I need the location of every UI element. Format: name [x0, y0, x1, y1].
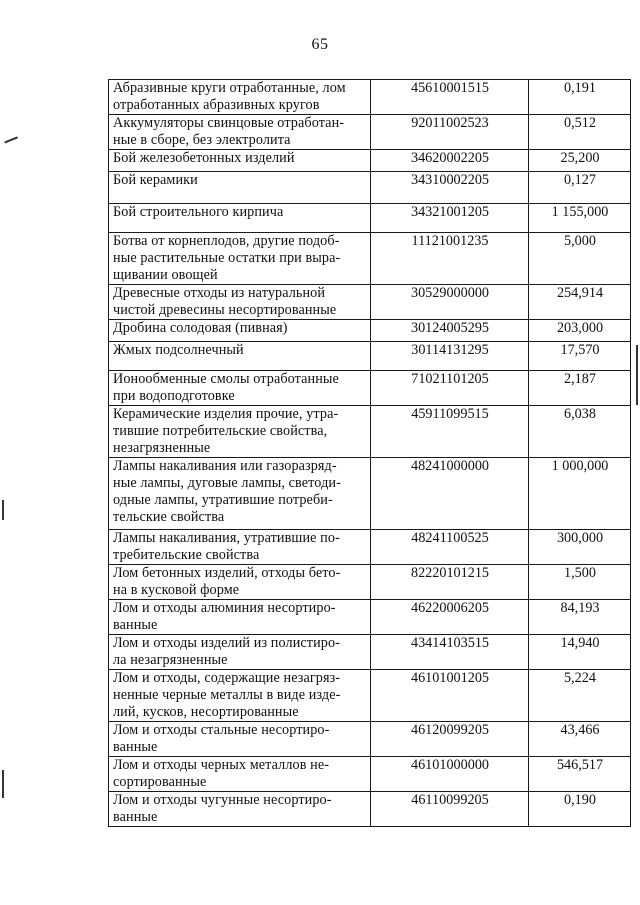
waste-amount: 5,224	[529, 670, 631, 722]
waste-amount: 1 155,000	[529, 204, 631, 233]
waste-code: 43414103515	[371, 635, 529, 670]
waste-name: Бой железобетонных изделий	[113, 150, 295, 166]
waste-code: 92011002523	[371, 115, 529, 150]
waste-amount: 300,000	[529, 530, 631, 565]
waste-name: Лампы накаливания, утратившие по- требительские свойства	[113, 530, 340, 563]
waste-code: 48241100525	[371, 530, 529, 565]
waste-amount: 5,000	[529, 233, 631, 285]
waste-name-cell	[109, 371, 371, 406]
waste-name-cell	[109, 80, 371, 115]
waste-name-cell	[109, 458, 371, 530]
left-margin-mark-lower	[2, 770, 4, 798]
waste-name: Лом и отходы, содержащие незагряз- ненные черные металлы в виде изде- лий, кусков, несортированные	[113, 670, 341, 720]
waste-code: 46110099205	[371, 792, 529, 827]
waste-name-cell	[109, 670, 371, 722]
left-margin-mark	[2, 500, 4, 520]
waste-amount: 0,191	[529, 80, 631, 115]
table-row	[109, 172, 631, 204]
waste-name-cell	[109, 635, 371, 670]
waste-name-cell	[109, 320, 371, 342]
waste-name-cell	[109, 285, 371, 320]
table-row	[109, 150, 631, 172]
page-number: 65	[311, 36, 329, 53]
waste-name: Ботва от корнеплодов, другие подоб- ные растительные остатки при выра- щивании овощей	[113, 233, 341, 283]
waste-amount: 546,517	[529, 757, 631, 792]
table-row	[109, 115, 631, 150]
waste-name: Бой керамики	[113, 172, 198, 188]
waste-name-cell	[109, 204, 371, 233]
waste-amount: 203,000	[529, 320, 631, 342]
waste-code: 48241000000	[371, 458, 529, 530]
table-row	[109, 80, 631, 115]
table-row	[109, 530, 631, 565]
waste-name-cell	[109, 792, 371, 827]
table-row	[109, 320, 631, 342]
waste-name: Лом и отходы изделий из полистиро- ла незагрязненные	[113, 635, 340, 668]
waste-name: Лампы накаливания или газоразряд- ные лампы, дуговые лампы, светоди- одные лампы, утратившие потреби- тельские свойства	[113, 458, 341, 525]
waste-code: 71021101205	[371, 371, 529, 406]
waste-name: Лом и отходы алюминия несортиро- ванные	[113, 600, 336, 633]
waste-amount: 0,127	[529, 172, 631, 204]
waste-name: Лом и отходы черных металлов не- сортированные	[113, 757, 330, 790]
waste-code: 34321001205	[371, 204, 529, 233]
table-row	[109, 722, 631, 757]
waste-name: Древесные отходы из натуральной чистой древесины несортированные	[113, 285, 337, 318]
waste-name: Бой строительного кирпича	[113, 204, 284, 220]
left-margin-scribble	[4, 136, 18, 143]
waste-name-cell	[109, 150, 371, 172]
waste-code: 46220006205	[371, 600, 529, 635]
waste-name-cell	[109, 406, 371, 458]
table-body	[109, 80, 631, 827]
waste-name-cell	[109, 342, 371, 371]
table-row	[109, 233, 631, 285]
waste-amount: 6,038	[529, 406, 631, 458]
waste-code: 34620002205	[371, 150, 529, 172]
waste-name: Лом и отходы стальные несортиро- ванные	[113, 722, 330, 755]
waste-code: 30529000000	[371, 285, 529, 320]
waste-name: Жмых подсолнечный	[113, 342, 244, 358]
waste-table	[108, 79, 631, 827]
waste-name: Лом бетонных изделий, отходы бето- на в кусковой форме	[113, 565, 341, 598]
right-margin-mark	[636, 345, 638, 405]
waste-name-cell	[109, 115, 371, 150]
table-row	[109, 371, 631, 406]
table-row	[109, 757, 631, 792]
waste-code: 11121001235	[371, 233, 529, 285]
table-row	[109, 285, 631, 320]
waste-code: 46101001205	[371, 670, 529, 722]
waste-amount: 0,190	[529, 792, 631, 827]
waste-name-cell	[109, 233, 371, 285]
waste-name-cell	[109, 565, 371, 600]
waste-amount: 2,187	[529, 371, 631, 406]
table-row	[109, 792, 631, 827]
waste-name: Керамические изделия прочие, утра- тившие потребительские свойства, незагрязненные	[113, 406, 339, 456]
waste-code: 30124005295	[371, 320, 529, 342]
waste-amount: 84,193	[529, 600, 631, 635]
waste-amount: 14,940	[529, 635, 631, 670]
waste-name: Лом и отходы чугунные несортиро- ванные	[113, 792, 332, 825]
waste-amount: 1 000,000	[529, 458, 631, 530]
waste-name: Аккумуляторы свинцовые отработан- ные в сборе, без электролита	[113, 115, 345, 148]
waste-name-cell	[109, 172, 371, 204]
table-row	[109, 406, 631, 458]
waste-code: 30114131295	[371, 342, 529, 371]
waste-name-cell	[109, 757, 371, 792]
waste-amount: 17,570	[529, 342, 631, 371]
waste-amount: 43,466	[529, 722, 631, 757]
waste-code: 82220101215	[371, 565, 529, 600]
table-row	[109, 342, 631, 371]
table-row	[109, 600, 631, 635]
waste-name: Абразивные круги отработанные, лом отработанных абразивных кругов	[113, 80, 346, 113]
waste-name-cell	[109, 600, 371, 635]
waste-amount: 25,200	[529, 150, 631, 172]
waste-name: Дробина солодовая (пивная)	[113, 320, 288, 336]
waste-amount: 254,914	[529, 285, 631, 320]
waste-name-cell	[109, 722, 371, 757]
table-row	[109, 565, 631, 600]
waste-code: 45911099515	[371, 406, 529, 458]
waste-amount: 0,512	[529, 115, 631, 150]
waste-amount: 1,500	[529, 565, 631, 600]
table-row	[109, 635, 631, 670]
waste-code: 46120099205	[371, 722, 529, 757]
table-row	[109, 670, 631, 722]
table-row	[109, 458, 631, 530]
waste-code: 34310002205	[371, 172, 529, 204]
waste-name-cell	[109, 530, 371, 565]
waste-code: 46101000000	[371, 757, 529, 792]
table-row	[109, 204, 631, 233]
waste-name: Ионообменные смолы отработанные при водоподготовке	[113, 371, 339, 404]
waste-code: 45610001515	[371, 80, 529, 115]
